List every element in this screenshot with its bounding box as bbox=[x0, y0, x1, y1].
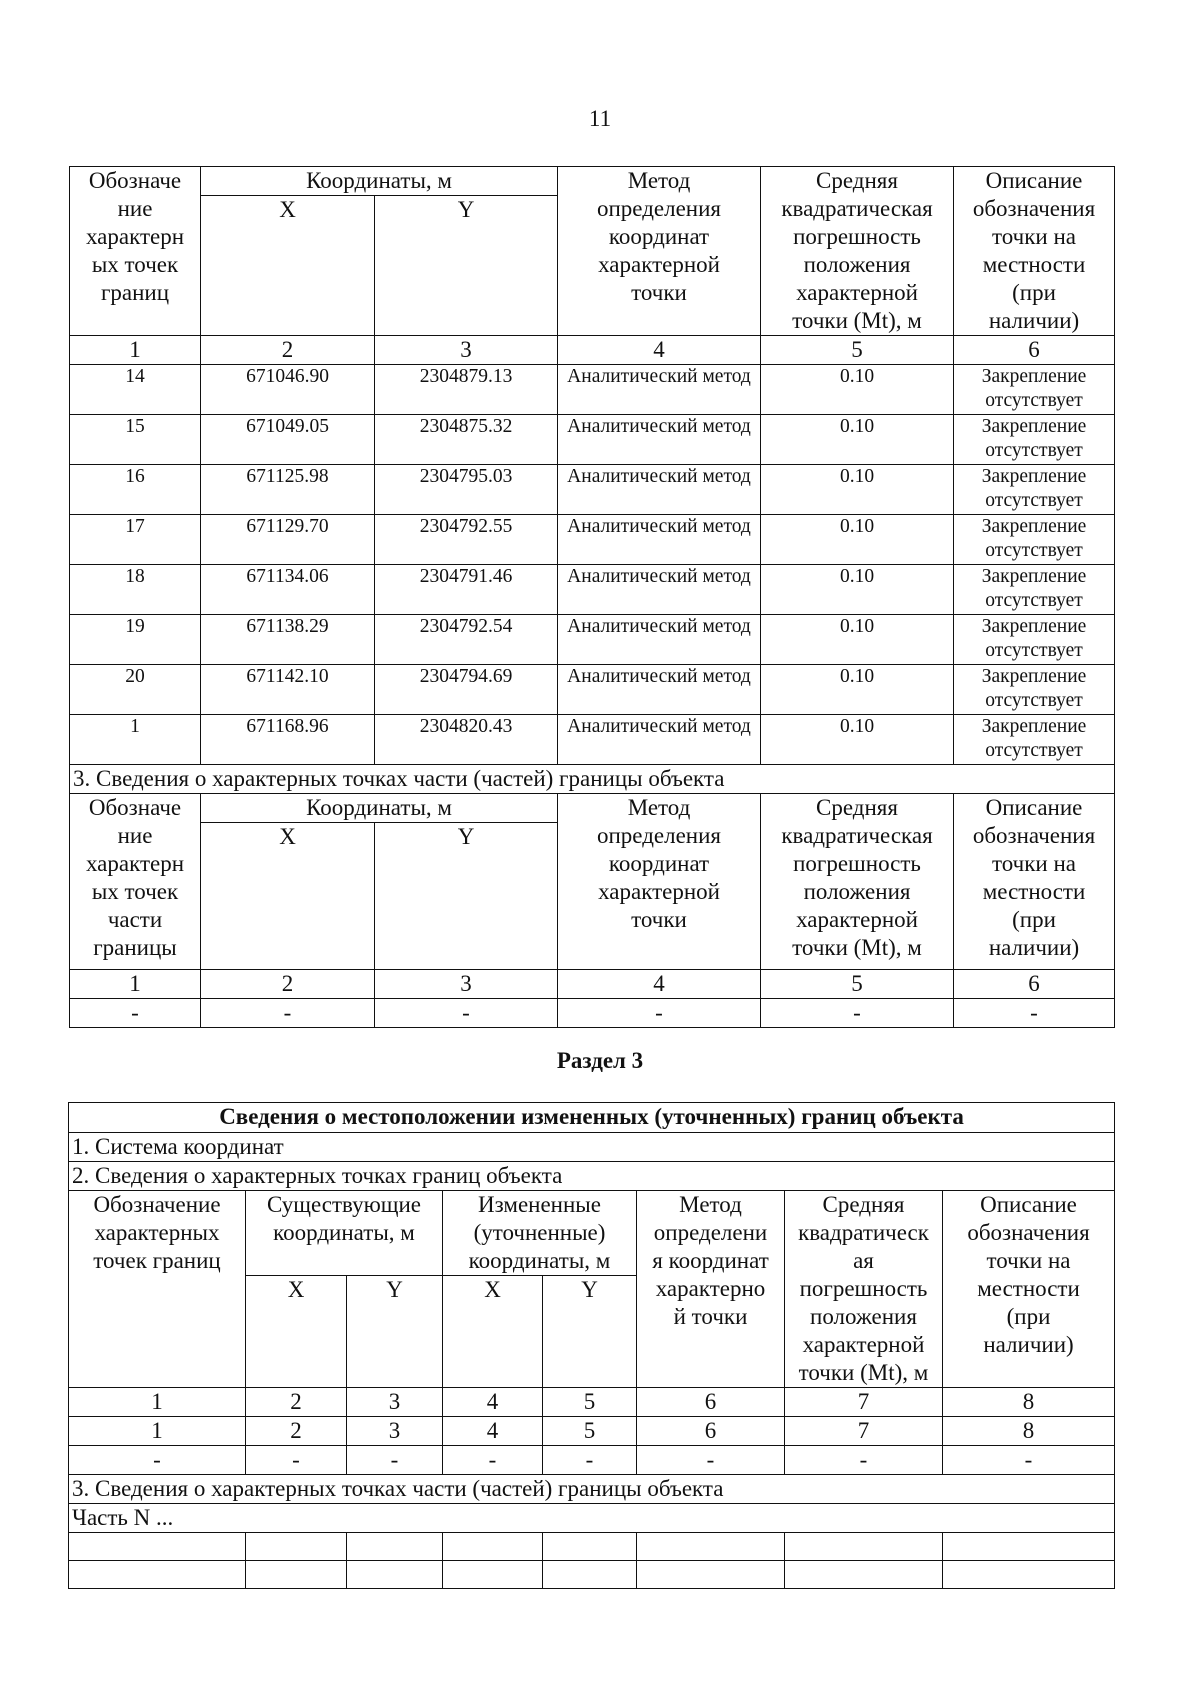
column-numbers-row bbox=[70, 336, 1115, 365]
header-existing-y: Y bbox=[347, 1276, 443, 1388]
blank-cell bbox=[69, 1561, 246, 1589]
point-mt: 0.10 bbox=[761, 415, 954, 465]
point-id: 16 bbox=[70, 465, 201, 515]
point-x: 671134.06 bbox=[201, 565, 375, 615]
point-description: Закрепление отсутствует bbox=[954, 515, 1115, 565]
point-y: 2304875.32 bbox=[375, 415, 558, 465]
point-y: 2304791.46 bbox=[375, 565, 558, 615]
table-row bbox=[70, 665, 1115, 715]
table-title: Сведения о местоположении измененных (уточненных) границ объекта bbox=[69, 1103, 1115, 1133]
point-y: 2304794.69 bbox=[375, 665, 558, 715]
blank-cell bbox=[443, 1533, 543, 1561]
table-row bbox=[70, 365, 1115, 415]
blank-cell bbox=[637, 1561, 785, 1589]
part-header-error: Средняя квадратическая погрешность положения характерной точки (Mt), м bbox=[761, 794, 954, 970]
point-description: Закрепление отсутствует bbox=[954, 665, 1115, 715]
blank-cell bbox=[543, 1561, 637, 1589]
point-method: Аналитический метод bbox=[558, 615, 761, 665]
col-number: 8 bbox=[943, 1388, 1115, 1417]
col-number: 6 bbox=[637, 1417, 785, 1446]
point-x: 671129.70 bbox=[201, 515, 375, 565]
empty-cell: - bbox=[347, 1446, 443, 1475]
blank-row bbox=[69, 1533, 1115, 1561]
col-number: 4 bbox=[558, 336, 761, 365]
col-number: 2 bbox=[246, 1388, 347, 1417]
table-row bbox=[70, 515, 1115, 565]
col-number: 7 bbox=[785, 1388, 943, 1417]
empty-cell: - bbox=[70, 999, 201, 1028]
col-number: 1 bbox=[70, 970, 201, 999]
points-heading: 2. Сведения о характерных точках границ объекта bbox=[69, 1162, 1115, 1191]
part-header-description: Описание обозначения точки на местности (при наличии) bbox=[954, 794, 1115, 970]
empty-cell: - bbox=[375, 999, 558, 1028]
coord-system-label: 1. Система координат bbox=[69, 1133, 1115, 1162]
header-description: Описание обозначения точки на местности (при наличии) bbox=[954, 167, 1115, 336]
point-mt: 0.10 bbox=[761, 565, 954, 615]
point-method: Аналитический метод bbox=[558, 515, 761, 565]
point-mt: 0.10 bbox=[761, 515, 954, 565]
empty-cell: - bbox=[69, 1446, 246, 1475]
part-label: Часть N ... bbox=[69, 1504, 1115, 1533]
point-y: 2304792.55 bbox=[375, 515, 558, 565]
point-y: 2304795.03 bbox=[375, 465, 558, 515]
point-id: 19 bbox=[70, 615, 201, 665]
col-number: 4 bbox=[443, 1388, 543, 1417]
col-number: 3 bbox=[375, 336, 558, 365]
point-description: Закрепление отсутствует bbox=[954, 715, 1115, 765]
point-y: 2304879.13 bbox=[375, 365, 558, 415]
page-number: 11 bbox=[588, 106, 612, 131]
header-existing-x: X bbox=[246, 1276, 347, 1388]
col-number: 3 bbox=[347, 1388, 443, 1417]
empty-cell: - bbox=[637, 1446, 785, 1475]
blank-cell bbox=[785, 1561, 943, 1589]
point-method: Аналитический метод bbox=[558, 665, 761, 715]
header-designation: Обозначе ние характерн ых точек границ bbox=[70, 167, 201, 336]
point-x: 671046.90 bbox=[201, 365, 375, 415]
point-method: Аналитический метод bbox=[558, 365, 761, 415]
blank-cell bbox=[543, 1533, 637, 1561]
col-number: 2 bbox=[246, 1417, 347, 1446]
col-number: 6 bbox=[954, 336, 1115, 365]
blank-cell bbox=[637, 1533, 785, 1561]
point-method: Аналитический метод bbox=[558, 415, 761, 465]
point-description: Закрепление отсутствует bbox=[954, 565, 1115, 615]
col-number: 3 bbox=[375, 970, 558, 999]
table-row bbox=[70, 715, 1115, 765]
point-x: 671142.10 bbox=[201, 665, 375, 715]
blank-row bbox=[69, 1561, 1115, 1589]
empty-cell: - bbox=[246, 1446, 347, 1475]
point-id: 20 bbox=[70, 665, 201, 715]
point-mt: 0.10 bbox=[761, 465, 954, 515]
point-description: Закрепление отсутствует bbox=[954, 415, 1115, 465]
header-error: Средняя квадратическ ая погрешность положения характерной точки (Mt), м bbox=[785, 1191, 943, 1388]
point-method: Аналитический метод bbox=[558, 565, 761, 615]
table-row bbox=[70, 565, 1115, 615]
col-number: 3 bbox=[347, 1417, 443, 1446]
header-description: Описание обозначения точки на местности (при наличии) bbox=[943, 1191, 1115, 1388]
table-row bbox=[70, 465, 1115, 515]
point-mt: 0.10 bbox=[761, 615, 954, 665]
header-method: Метод определени я координат характерно й точки bbox=[637, 1191, 785, 1388]
empty-row bbox=[70, 999, 1115, 1028]
point-description: Закрепление отсутствует bbox=[954, 615, 1115, 665]
col-number: 4 bbox=[558, 970, 761, 999]
point-id: 14 bbox=[70, 365, 201, 415]
col-number: 6 bbox=[954, 970, 1115, 999]
point-id: 18 bbox=[70, 565, 201, 615]
header-coordinates: Координаты, м bbox=[201, 167, 558, 196]
column-numbers-row bbox=[70, 970, 1115, 999]
header-method: Метод определения координат характерной точки bbox=[558, 167, 761, 336]
part-header-method: Метод определения координат характерной точки bbox=[558, 794, 761, 970]
col-number: 7 bbox=[785, 1417, 943, 1446]
empty-cell: - bbox=[954, 999, 1115, 1028]
col-number: 5 bbox=[543, 1417, 637, 1446]
blank-cell bbox=[443, 1561, 543, 1589]
point-y: 2304792.54 bbox=[375, 615, 558, 665]
blank-cell bbox=[943, 1561, 1115, 1589]
header-changed-coords: Измененные (уточненные) координаты, м bbox=[443, 1191, 637, 1276]
part-header-coordinates: Координаты, м bbox=[201, 794, 558, 823]
col-number: 5 bbox=[761, 336, 954, 365]
blank-cell bbox=[69, 1533, 246, 1561]
empty-cell: - bbox=[201, 999, 375, 1028]
part-header-designation: Обозначе ние характерн ых точек части границы bbox=[70, 794, 201, 970]
point-x: 671168.96 bbox=[201, 715, 375, 765]
blank-cell bbox=[347, 1533, 443, 1561]
point-description: Закрепление отсутствует bbox=[954, 365, 1115, 415]
blank-cell bbox=[943, 1533, 1115, 1561]
blank-cell bbox=[347, 1561, 443, 1589]
column-numbers-row bbox=[69, 1417, 1115, 1446]
point-method: Аналитический метод bbox=[558, 715, 761, 765]
point-mt: 0.10 bbox=[761, 365, 954, 415]
col-number: 1 bbox=[70, 336, 201, 365]
col-number: 2 bbox=[201, 970, 375, 999]
col-number: 4 bbox=[443, 1417, 543, 1446]
table-row bbox=[70, 415, 1115, 465]
empty-cell: - bbox=[543, 1446, 637, 1475]
table-row bbox=[70, 615, 1115, 665]
point-id: 15 bbox=[70, 415, 201, 465]
boundary-points-table bbox=[69, 166, 1115, 1028]
part-header-x: X bbox=[201, 823, 375, 970]
header-x: X bbox=[201, 196, 375, 336]
column-numbers-row bbox=[69, 1388, 1115, 1417]
empty-cell: - bbox=[761, 999, 954, 1028]
empty-cell: - bbox=[943, 1446, 1115, 1475]
point-id: 17 bbox=[70, 515, 201, 565]
blank-cell bbox=[785, 1533, 943, 1561]
header-error: Средняя квадратическая погрешность положения характерной точки (Mt), м bbox=[761, 167, 954, 336]
col-number: 5 bbox=[761, 970, 954, 999]
col-number: 8 bbox=[943, 1417, 1115, 1446]
point-mt: 0.10 bbox=[761, 665, 954, 715]
header-y: Y bbox=[375, 196, 558, 336]
part-heading: 3. Сведения о характерных точках части (частей) границы объекта bbox=[70, 765, 1115, 794]
header-changed-x: X bbox=[443, 1276, 543, 1388]
point-y: 2304820.43 bbox=[375, 715, 558, 765]
col-number: 1 bbox=[69, 1417, 246, 1446]
part-header-y: Y bbox=[375, 823, 558, 970]
empty-row bbox=[69, 1446, 1115, 1475]
point-x: 671049.05 bbox=[201, 415, 375, 465]
blank-cell bbox=[246, 1533, 347, 1561]
header-changed-y: Y bbox=[543, 1276, 637, 1388]
point-description: Закрепление отсутствует bbox=[954, 465, 1115, 515]
point-x: 671138.29 bbox=[201, 615, 375, 665]
blank-cell bbox=[246, 1561, 347, 1589]
col-number: 2 bbox=[201, 336, 375, 365]
empty-cell: - bbox=[443, 1446, 543, 1475]
part-heading: 3. Сведения о характерных точках части (частей) границы объекта bbox=[69, 1475, 1115, 1504]
col-number: 1 bbox=[69, 1388, 246, 1417]
point-x: 671125.98 bbox=[201, 465, 375, 515]
col-number: 6 bbox=[637, 1388, 785, 1417]
point-mt: 0.10 bbox=[761, 715, 954, 765]
header-existing-coords: Существующие координаты, м bbox=[246, 1191, 443, 1276]
point-id: 1 bbox=[70, 715, 201, 765]
col-number: 5 bbox=[543, 1388, 637, 1417]
section-title: Раздел 3 bbox=[556, 1048, 644, 1073]
empty-cell: - bbox=[785, 1446, 943, 1475]
point-method: Аналитический метод bbox=[558, 465, 761, 515]
header-designation: Обозначение характерных точек границ bbox=[69, 1191, 246, 1388]
changed-boundaries-table bbox=[68, 1102, 1115, 1589]
empty-cell: - bbox=[558, 999, 761, 1028]
